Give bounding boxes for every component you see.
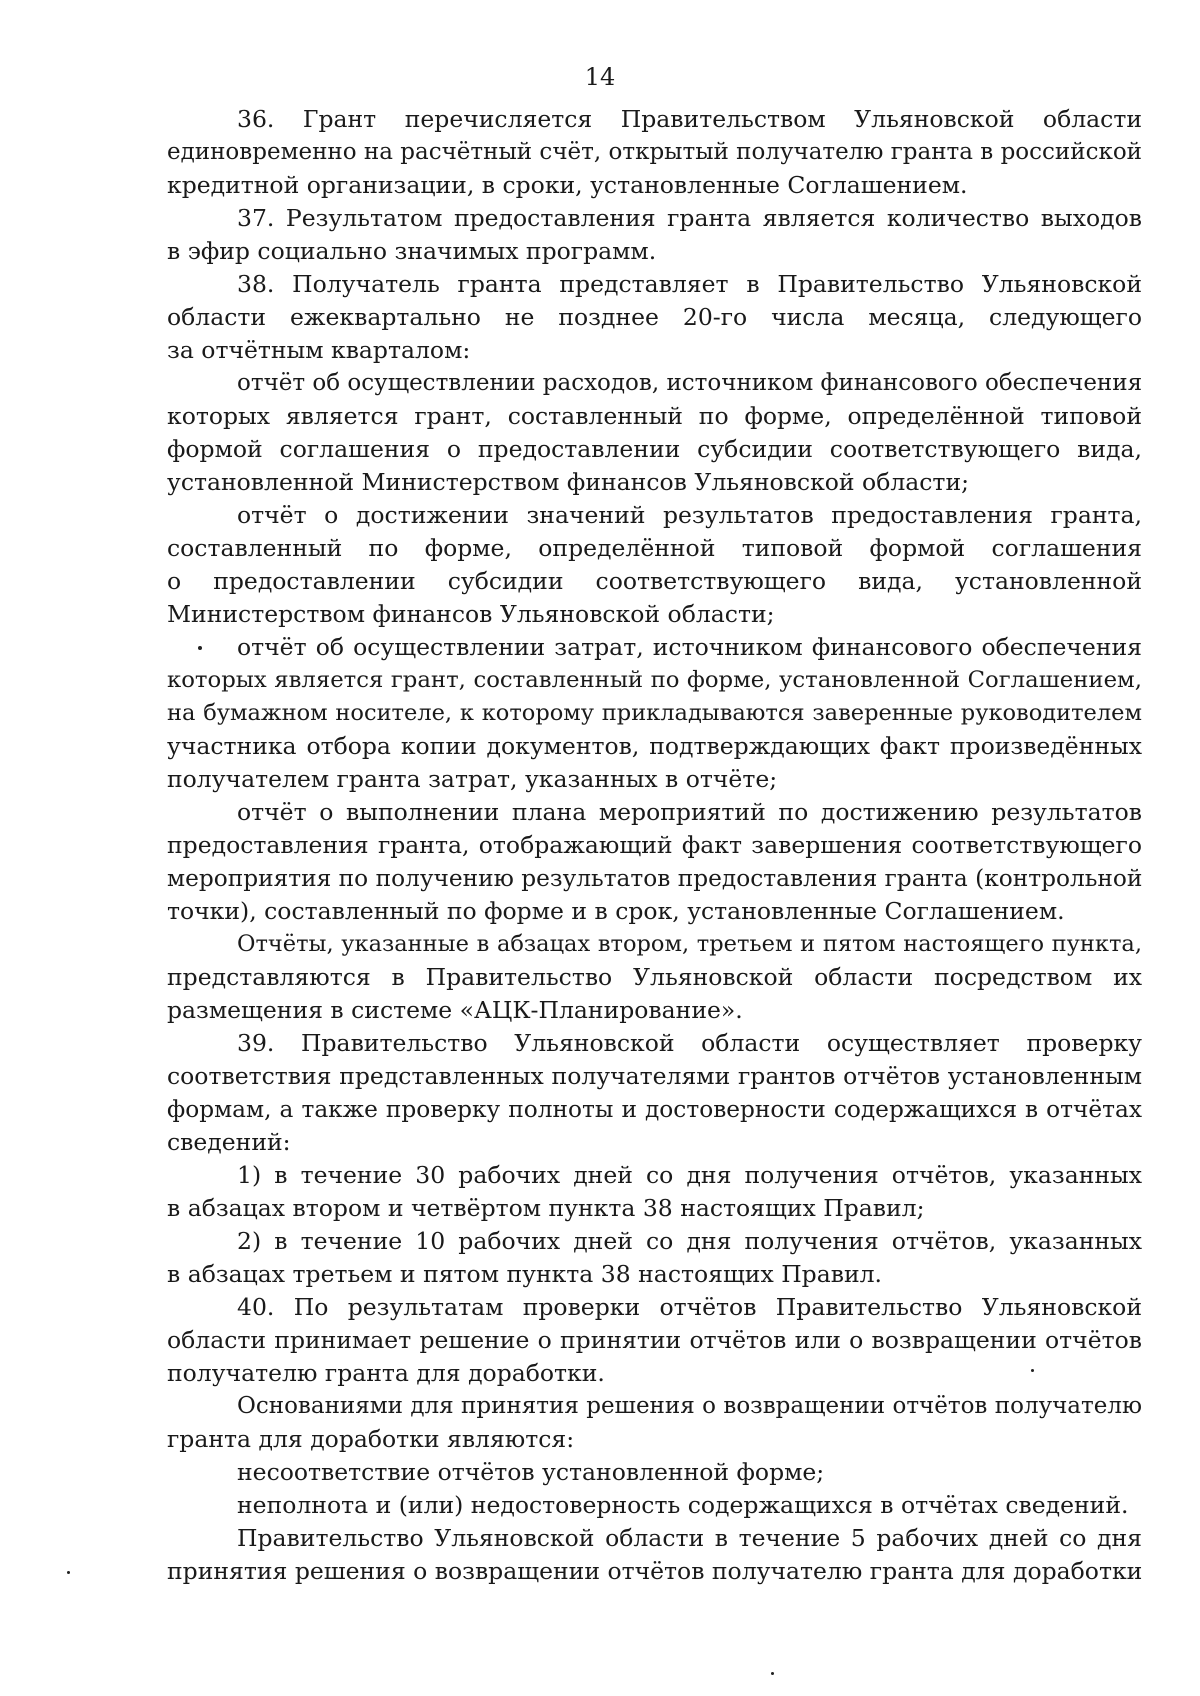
text-line: 2) в течение 10 рабочих дней со дня получения отчётов, указанных bbox=[237, 1227, 1142, 1255]
text-line: мероприятия по получению результатов предоставления гранта (контрольной bbox=[167, 865, 1142, 892]
text-line: размещения в системе «АЦК-Планирование». bbox=[167, 996, 743, 1024]
paragraph bbox=[167, 103, 1142, 202]
text-line: отчёт о выполнении плана мероприятий по достижению результатов bbox=[237, 798, 1142, 826]
text-line: отчёт об осуществлении расходов, источником финансового обеспечения bbox=[237, 370, 1142, 396]
text-line: которых является грант, составленный по форме, установленной Соглашением, bbox=[167, 667, 1142, 693]
text-line: соответствия представленных получателями грантов отчётов установленным bbox=[167, 1062, 1142, 1090]
text-line: установленной Министерством финансов Ульяновской области; bbox=[167, 468, 970, 496]
page-number: 14 bbox=[584, 63, 616, 91]
text-line: представляются в Правительство Ульяновской области посредством их bbox=[167, 963, 1142, 991]
paragraph bbox=[167, 499, 1142, 631]
scan-speck bbox=[67, 1571, 70, 1574]
text-line: отчёт об осуществлении затрат, источником финансового обеспечения bbox=[237, 633, 1142, 661]
text-line: 37. Результатом предоставления гранта является количество выходов bbox=[237, 204, 1142, 232]
paragraph bbox=[167, 268, 1142, 367]
paragraph bbox=[167, 1027, 1142, 1159]
text-line: единовременно на расчётный счёт, открытый получателю гранта в российской bbox=[167, 139, 1142, 165]
text-line: области ежеквартально не позднее 20-го числа месяца, следующего bbox=[167, 303, 1142, 331]
text-line: точки), составленный по форме и в срок, установленные Соглашением. bbox=[167, 897, 1065, 925]
paragraph bbox=[167, 1225, 1142, 1291]
text-line: на бумажном носителе, к которому прикладываются заверенные руководителем bbox=[167, 700, 1142, 726]
text-line: 1) в течение 30 рабочих дней со дня получения отчётов, указанных bbox=[237, 1161, 1142, 1189]
text-line: неполнота и (или) недостоверность содержащихся в отчётах сведений. bbox=[237, 1491, 1129, 1519]
scan-speck bbox=[771, 1672, 774, 1675]
text-line: 40. По результатам проверки отчётов Правительство Ульяновской bbox=[237, 1293, 1142, 1321]
text-line: 39. Правительство Ульяновской области осуществляет проверку bbox=[237, 1029, 1142, 1057]
paragraph bbox=[167, 631, 1142, 796]
text-line: 36. Грант перечисляется Правительством Ульяновской области bbox=[237, 105, 1142, 133]
text-line: Основаниями для принятия решения о возвращении отчётов получателю bbox=[237, 1393, 1142, 1419]
text-line: предоставления гранта, отображающий факт завершения соответствующего bbox=[167, 831, 1142, 859]
text-line: сведений: bbox=[167, 1128, 291, 1156]
text-line: Отчёты, указанные в абзацах втором, третьем и пятом настоящего пункта, bbox=[237, 931, 1142, 957]
text-line: за отчётным кварталом: bbox=[167, 336, 471, 364]
paragraph bbox=[167, 1390, 1142, 1456]
paragraph bbox=[167, 202, 1142, 268]
paragraph bbox=[167, 367, 1142, 499]
text-line: в абзацах втором и четвёртом пункта 38 настоящих Правил; bbox=[167, 1194, 925, 1222]
text-line: формой соглашения о предоставлении субсидии соответствующего вида, bbox=[167, 435, 1142, 463]
text-line: отчёт о достижении значений результатов предоставления гранта, bbox=[237, 501, 1142, 529]
text-line: участника отбора копии документов, подтверждающих факт произведённых bbox=[167, 732, 1142, 760]
paragraph bbox=[167, 796, 1142, 928]
text-line: 38. Получатель гранта представляет в Правительство Ульяновской bbox=[237, 270, 1142, 298]
text-line: кредитной организации, в сроки, установленные Соглашением. bbox=[167, 171, 968, 199]
scan-speck bbox=[198, 646, 202, 650]
text-line: формам, а также проверку полноты и достоверности содержащихся в отчётах bbox=[167, 1096, 1142, 1123]
paragraph bbox=[167, 1522, 1142, 1588]
text-line: которых является грант, составленный по форме, определённой типовой bbox=[167, 402, 1142, 430]
paragraph bbox=[167, 1291, 1142, 1390]
paragraph bbox=[167, 1456, 1142, 1489]
text-line: составленный по форме, определённой типовой формой соглашения bbox=[167, 534, 1142, 562]
text-line: несоответствие отчётов установленной форме; bbox=[237, 1458, 825, 1486]
text-line: в эфир социально значимых программ. bbox=[167, 237, 657, 265]
scan-speck bbox=[1031, 1369, 1034, 1372]
text-line: получателем гранта затрат, указанных в отчёте; bbox=[167, 765, 778, 793]
text-line: в абзацах третьем и пятом пункта 38 настоящих Правил. bbox=[167, 1260, 883, 1288]
text-line: получателю гранта для доработки. bbox=[167, 1359, 605, 1387]
text-line: гранта для доработки являются: bbox=[167, 1425, 575, 1453]
text-line: Правительство Ульяновской области в течение 5 рабочих дней со дня bbox=[237, 1524, 1142, 1552]
text-line: о предоставлении субсидии соответствующего вида, установленной bbox=[167, 567, 1142, 595]
document-body bbox=[167, 103, 1142, 1588]
paragraph bbox=[167, 1489, 1142, 1522]
text-line: области принимает решение о принятии отчётов или о возвращении отчётов bbox=[167, 1326, 1142, 1354]
paragraph bbox=[167, 928, 1142, 1027]
text-line: принятия решения о возвращении отчётов получателю гранта для доработки bbox=[167, 1557, 1142, 1585]
text-line: Министерством финансов Ульяновской области; bbox=[167, 600, 775, 628]
paragraph bbox=[167, 1159, 1142, 1225]
